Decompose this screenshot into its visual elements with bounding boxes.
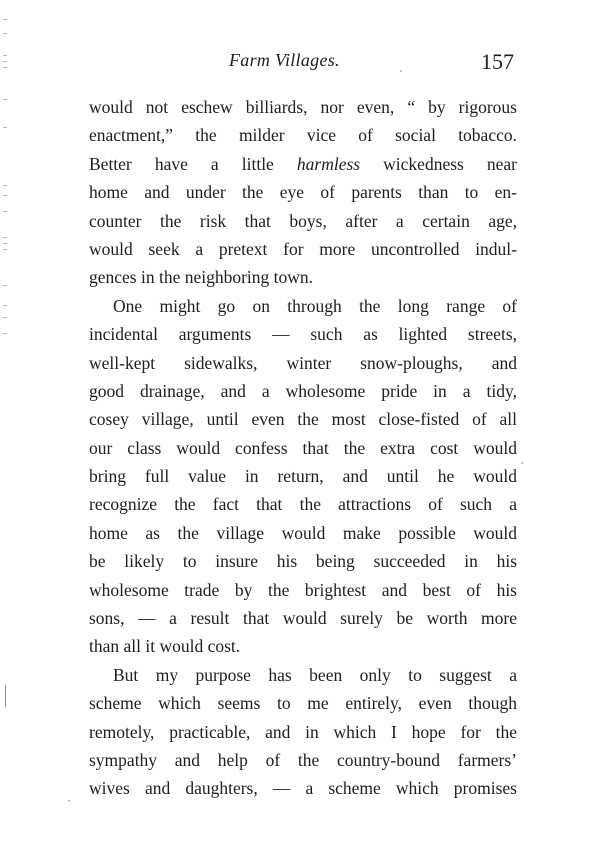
margin-tick — [3, 243, 7, 244]
text-line: sympathy and help of the country-bound farmers’ — [89, 749, 517, 770]
margin-tick — [3, 99, 7, 100]
margin-tick — [3, 285, 7, 286]
paragraph-first-line: One might go on through the long range of — [113, 295, 517, 316]
emphasized-word: harmless — [296, 153, 361, 174]
ink-speck — [68, 800, 70, 802]
margin-tick — [3, 61, 7, 62]
text-line: well-kept sidewalks, winter snow-ploughs, and — [89, 352, 517, 373]
text-line: bring full value in return, and until he would — [89, 466, 517, 487]
margin-tick — [3, 333, 7, 334]
text-line: our class would confess that the extra cost would — [89, 437, 517, 458]
margin-tick — [3, 19, 7, 20]
text-line: good drainage, and a wholesome pride in a tidy, — [89, 380, 517, 401]
text-line: cosey village, until even the most close-fisted of all — [89, 409, 517, 430]
margin-tick — [3, 55, 7, 56]
text-line: home as the village would make possible would — [89, 522, 517, 543]
text-line: enactment,” the milder vice of social tobacco. — [89, 125, 517, 146]
margin-tick — [3, 249, 7, 250]
margin-tick — [3, 195, 7, 196]
text-line: than all it would cost. — [89, 636, 241, 657]
margin-tick — [3, 237, 7, 238]
body-text — [89, 93, 517, 803]
text-line: sons, — a result that would surely be worth more — [89, 608, 517, 629]
paragraph-first-line: But my purpose has been only to suggest a — [113, 664, 517, 685]
text-line: recognize the fact that the attractions of such a — [89, 494, 517, 515]
margin-tick — [3, 33, 7, 34]
text-line: gences in the neighboring town. — [89, 267, 314, 288]
ink-speck — [400, 70, 402, 72]
text-line: would not eschew billiards, nor even, “ by rigorous — [89, 97, 517, 117]
left-margin-marks — [3, 15, 11, 345]
text-line: scheme which seems to me entirely, even though — [89, 693, 517, 714]
margin-tick — [3, 67, 7, 68]
margin-tick — [3, 127, 7, 128]
running-title: Farm Villages. — [229, 50, 340, 70]
page-header — [0, 50, 600, 76]
text-line: remotely, practicable, and in which I hope for the — [89, 721, 517, 742]
text-line: counter the risk that boys, after a certain age, — [89, 210, 517, 231]
margin-tick — [3, 317, 7, 318]
text-line: home and under the eye of parents than to en- — [89, 182, 517, 203]
text-line: incidental arguments — such as lighted streets, — [89, 324, 517, 345]
text-line: wives and daughters, — a scheme which promises — [89, 778, 517, 799]
text-line: be likely to insure his being succeeded in his — [89, 551, 517, 572]
margin-rule — [5, 685, 6, 707]
ink-speck — [521, 462, 523, 464]
margin-tick — [3, 305, 7, 306]
text-line-with-emphasis: Better have a little harmless wickedness near — [89, 153, 517, 174]
margin-tick — [3, 185, 7, 186]
page-number: 157 — [481, 49, 514, 74]
text-line: would seek a pretext for more uncontrolled indul- — [89, 238, 517, 259]
text-line: wholesome trade by the brightest and best of his — [89, 579, 517, 600]
margin-tick — [3, 211, 7, 212]
